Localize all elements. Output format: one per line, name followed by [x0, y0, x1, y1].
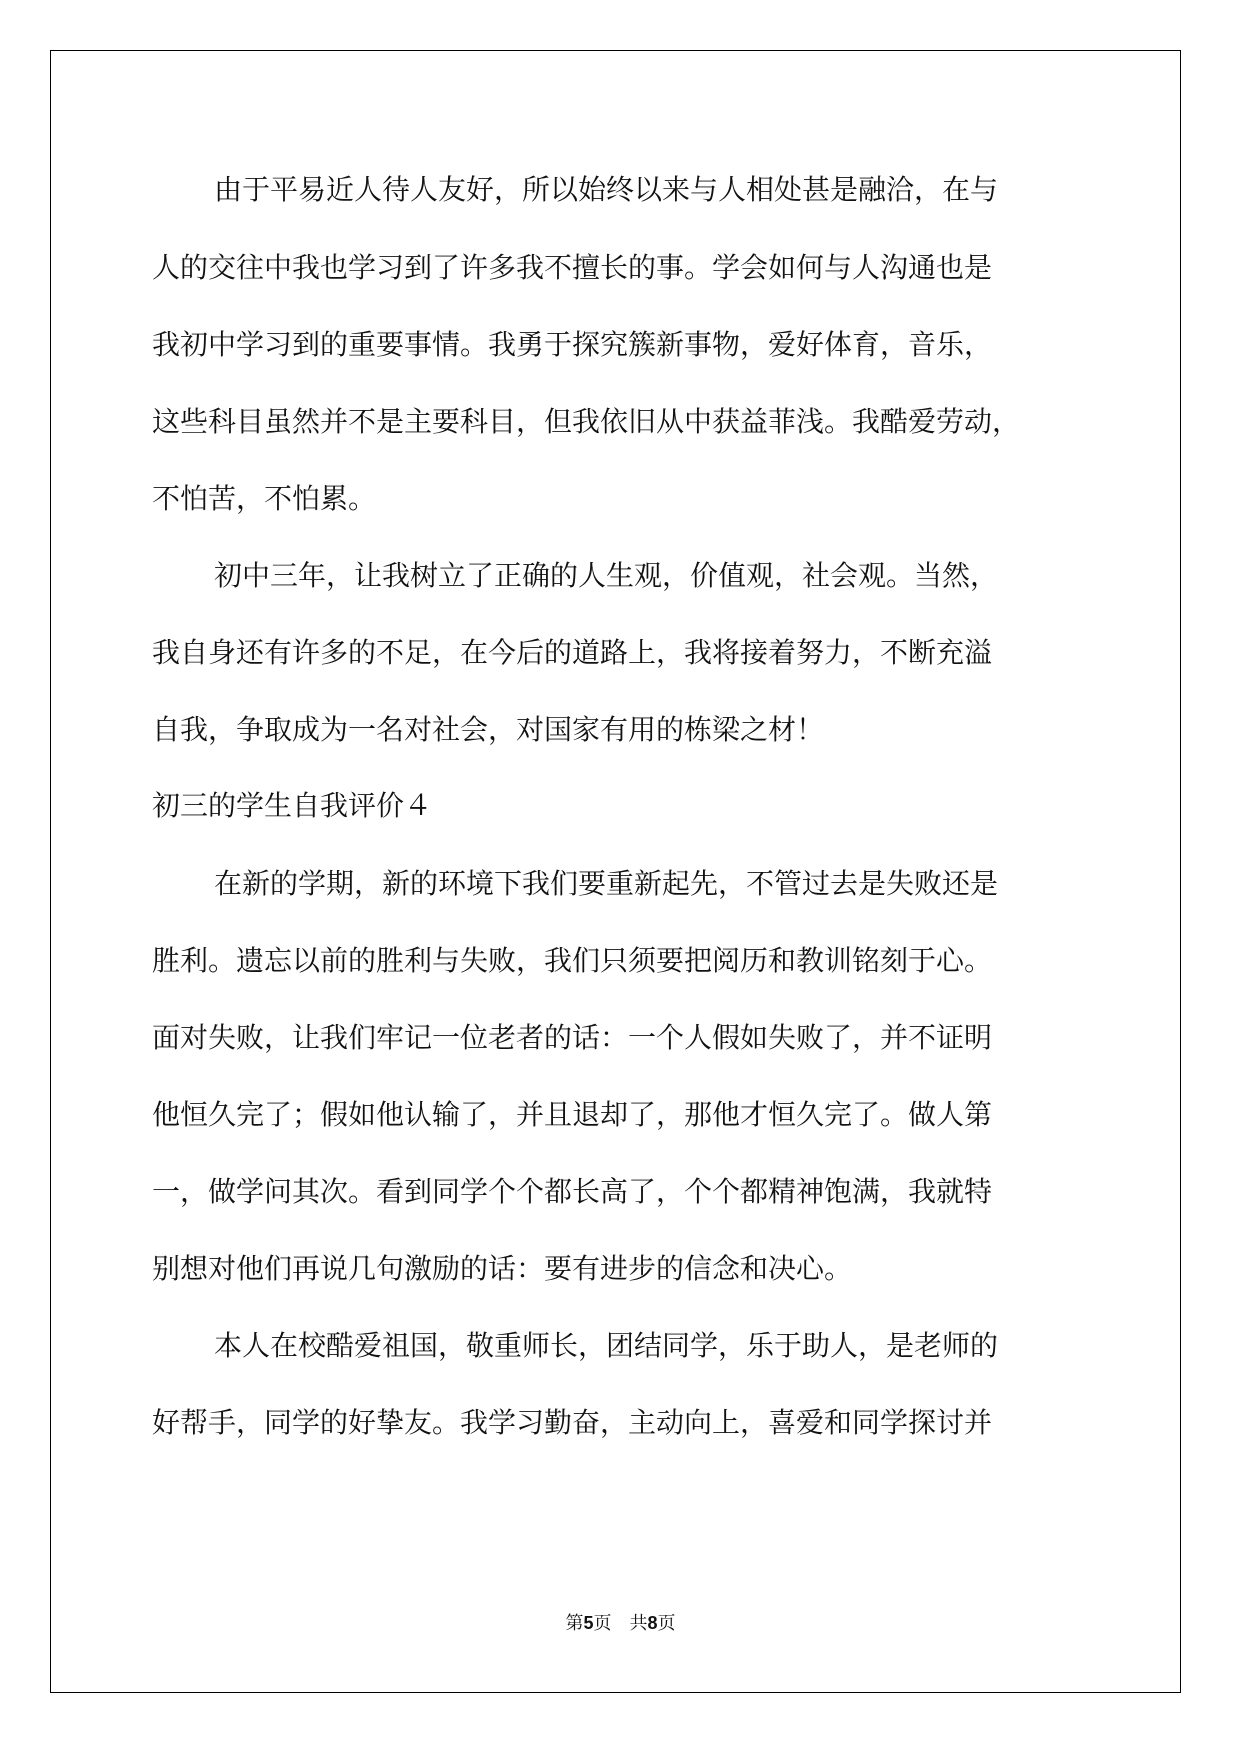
text-line: 一，做学问其次。看到同学个个都长高了，个个都精神饱满，我就特: [152, 1175, 993, 1208]
text-line: 人的交往中我也学习到了许多我不擅长的事。学会如何与人沟通也是: [152, 251, 993, 284]
text-line: 好帮手，同学的好挚友。我学习勤奋，主动向上，喜爱和同学探讨并: [152, 1406, 993, 1439]
section-heading: 初三的学生自我评价４: [152, 789, 433, 822]
text-line: 我自身还有许多的不足，在今后的道路上，我将接着努力，不断充溢: [152, 636, 993, 669]
text-line: 他恒久完了；假如他认输了，并且退却了，那他才恒久完了。做人第: [152, 1098, 993, 1131]
text-line: 由于平易近人待人友好，所以始终以来与人相处甚是融洽，在与: [214, 173, 999, 206]
current-page-number: 5: [583, 1613, 594, 1633]
text-line: 这些科目虽然并不是主要科目，但我依旧从中获益菲浅。我酷爱劳动，: [152, 405, 1021, 438]
text-line: 在新的学期，新的环境下我们要重新起先，不管过去是失败还是: [214, 867, 999, 900]
text-line: 面对失败，让我们牢记一位老者的话：一个人假如失败了，并不证明: [152, 1021, 993, 1054]
page-footer: [0, 1609, 1241, 1635]
footer-prefix: 第: [565, 1613, 584, 1634]
text-line: 初中三年，让我树立了正确的人生观，价值观，社会观。当然，: [214, 559, 999, 592]
text-line: 本人在校酷爱祖国，敬重师长，团结同学，乐于助人，是老师的: [214, 1329, 999, 1362]
text-line: 别想对他们再说几句激励的话：要有进步的信念和决心。: [152, 1252, 853, 1285]
text-line: 我初中学习到的重要事情。我勇于探究簇新事物，爱好体育，音乐，: [152, 328, 993, 361]
text-line: 自我，争取成为一名对社会，对国家有用的栋梁之材！: [152, 713, 825, 746]
total-page-number: 8: [647, 1613, 658, 1633]
text-line: 不怕苦，不怕累。: [152, 482, 377, 515]
footer-mid: 页 共: [593, 1613, 648, 1634]
text-line: 胜利。遗忘以前的胜利与失败，我们只须要把阅历和教训铭刻于心。: [152, 944, 993, 977]
footer-suffix: 页: [657, 1613, 676, 1634]
